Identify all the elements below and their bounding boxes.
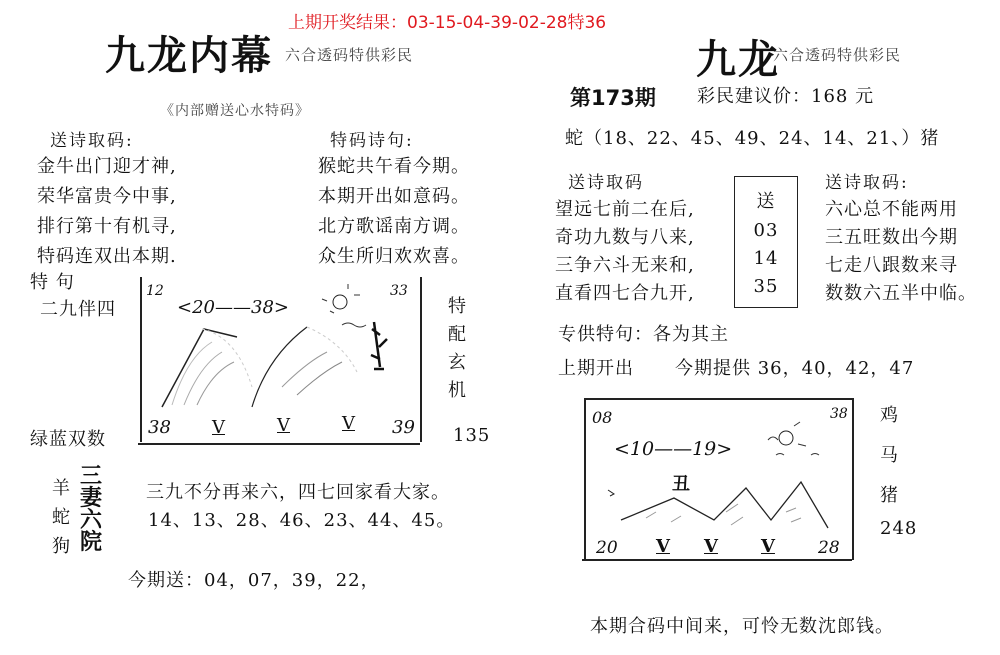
right-poem2: [825, 196, 977, 308]
poem-line: 荣华富贵今中事,: [37, 186, 177, 207]
right-poem2-heading: 送诗取码:: [825, 173, 909, 193]
right-sketch: [584, 398, 854, 560]
left-title: 九龙内幕: [105, 32, 273, 79]
left-poem-heading: 送诗取码:: [50, 131, 134, 151]
side-char: 玄: [448, 352, 467, 373]
special-phrase-right: 专供特句：各为其主: [558, 324, 729, 345]
side-zodiacs: [880, 396, 899, 516]
sketch-top-left: 08: [592, 408, 613, 427]
zodiac-char: 狗: [52, 536, 71, 557]
sketch-baseline: [582, 559, 852, 561]
big-char: 三: [80, 464, 103, 489]
zodiac-col: [52, 474, 71, 561]
sketch-baseline: [138, 443, 420, 445]
sketch-bottom-right: 39: [392, 417, 415, 438]
side-char: 配: [448, 324, 467, 345]
poem-line: 三五旺数出今期: [825, 227, 958, 248]
this-issue: 今期提供 36，40，42，47: [675, 358, 915, 379]
poem-line: 众生所归欢欢喜。: [318, 246, 470, 267]
left-poem-right: [318, 152, 470, 272]
side-char: 特: [448, 296, 467, 317]
left-poem: [37, 152, 177, 272]
sketch-mark: V: [277, 415, 290, 436]
sketch-mark: V: [656, 536, 670, 557]
sketch-bottom-left: 38: [148, 417, 171, 438]
sketch-top-left: 12: [146, 283, 164, 299]
zodiac-char: 羊: [52, 478, 71, 499]
footer-verse: 本期合码中间来，可怜无数沈郎钱。: [590, 616, 894, 637]
send-number: 14: [753, 248, 779, 270]
send-char: 送: [756, 190, 776, 212]
big-vertical: [80, 466, 102, 554]
verse: 三九不分再来六，四七回家看大家。: [146, 482, 450, 503]
special-heading: 特 句: [30, 272, 75, 293]
big-char: 院: [80, 530, 103, 555]
sketch-mark: V: [212, 417, 225, 438]
zodiac-char: 马: [880, 445, 899, 466]
send-number: 03: [753, 219, 779, 241]
right-poem: [555, 196, 695, 308]
sketch-range: <20——38>: [177, 297, 289, 318]
sketch-mark: V: [704, 536, 718, 557]
issue-number: 第173期: [570, 86, 656, 110]
big-char: 六: [80, 508, 103, 533]
numbers: 14、13、28、46、23、44、45。: [148, 510, 456, 531]
poem-line: 望远七前二在后,: [555, 199, 695, 220]
poem-line: 七走八跟数来寻: [825, 255, 958, 276]
side-char: 机: [448, 380, 467, 401]
poem-line: 数数六五半中临。: [825, 283, 977, 304]
sketch-bottom-right: 28: [818, 538, 840, 558]
color-hint: 绿蓝双数: [30, 429, 106, 450]
sketch-mark: V: [342, 413, 355, 434]
side-vertical: [448, 293, 467, 405]
sketch-range: <10——19>: [614, 438, 733, 460]
zodiac-char: 鸡: [880, 405, 899, 426]
sketch-bottom-left: 20: [596, 538, 618, 558]
poem-line: 直看四七合九开,: [555, 283, 695, 304]
sketch-mark: V: [761, 536, 775, 557]
poem-line: 北方歌谣南方调。: [318, 216, 470, 237]
send-box: [734, 176, 798, 308]
right-subtitle: 六合透码特供彩民: [773, 46, 902, 64]
left-sketch: [140, 277, 422, 442]
send-number: 35: [753, 276, 779, 298]
right-poem-heading: 送诗取码: [568, 173, 644, 193]
side-number: 135: [453, 425, 491, 446]
big-char: 妻: [80, 486, 103, 511]
poem-line: 金牛出门迎才神,: [37, 156, 177, 177]
mountain-sketch-icon: [586, 400, 852, 560]
sketch-top-right: 33: [390, 283, 408, 299]
left-poem2-heading: 特码诗句:: [330, 131, 414, 151]
side-number-right: 248: [880, 518, 918, 539]
banner-result: 03-15-04-39-02-28特36: [407, 13, 607, 33]
left-subtitle: 六合透码特供彩民: [285, 46, 414, 64]
price: 彩民建议价：168 元: [697, 86, 875, 107]
poem-line: 三争六斗无来和,: [555, 255, 695, 276]
left-tagline: 《内部赠送心水特码》: [160, 103, 310, 119]
banner-label: 上期开奖结果：: [288, 13, 407, 33]
zodiac-char: 蛇: [52, 507, 71, 528]
sketch-char: 丑: [672, 474, 690, 495]
last-issue-label: 上期开出: [558, 358, 634, 379]
zodiac-char: 猪: [880, 485, 899, 506]
poem-line: 排行第十有机寻,: [37, 216, 177, 237]
poem-line: 六心总不能两用: [825, 199, 958, 220]
poem-line: 本期开出如意码。: [318, 186, 470, 207]
special-phrase: 二九伴四: [40, 299, 116, 320]
poem-line: 特码连双出本期.: [37, 246, 177, 267]
today-send: 今期送：04，07，39，22，: [128, 570, 380, 591]
sketch-top-right: 38: [830, 406, 848, 422]
poem-line: 奇功九数与八来,: [555, 227, 695, 248]
poem-line: 猴蛇共午看今期。: [318, 156, 470, 177]
last-draw-banner: [288, 8, 606, 33]
right-title: 九龙: [696, 36, 780, 83]
zodiac-line: 蛇（18、22、45、49、24、14、21、）猪: [565, 128, 940, 149]
